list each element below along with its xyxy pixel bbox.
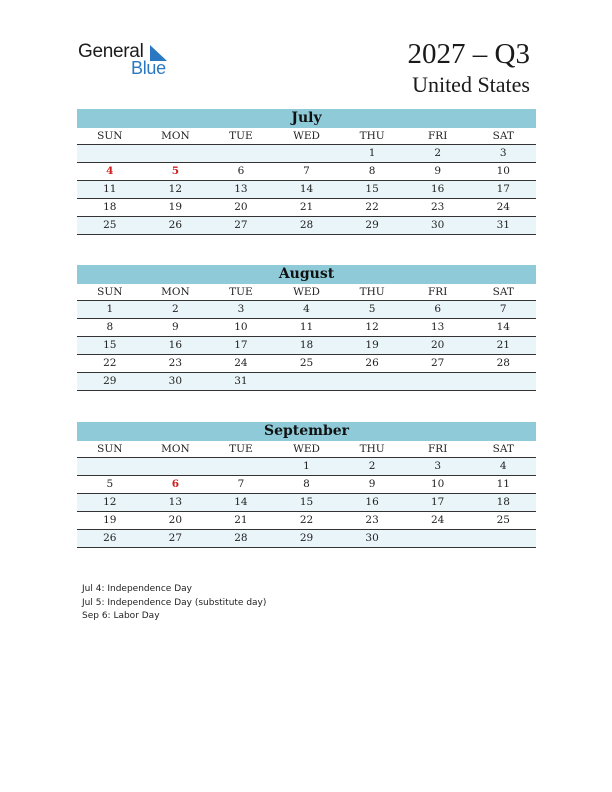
- date-cell: 23: [365, 514, 379, 526]
- weekday-label: FRI: [428, 130, 448, 142]
- date-cell: 18: [299, 339, 314, 351]
- date-cell: 10: [234, 321, 248, 333]
- date-cell: 30: [365, 532, 379, 544]
- date-cell: 13: [234, 183, 248, 195]
- weekday-label: FRI: [428, 443, 448, 455]
- date-cell: 20: [234, 201, 248, 213]
- date-cell: 28: [496, 357, 510, 369]
- date-cell: [77, 458, 143, 475]
- weekday-label: WED: [293, 286, 320, 298]
- date-cell: 19: [103, 514, 117, 526]
- date-cell: 9: [172, 321, 179, 333]
- month-july: [77, 109, 536, 235]
- date-cell: [470, 373, 536, 390]
- date-cell: 23: [168, 357, 183, 369]
- weekday-header-row: [77, 128, 536, 145]
- weekday-label: MON: [161, 443, 190, 455]
- date-cell: [143, 458, 209, 475]
- logo-word-blue: Blue: [131, 58, 166, 78]
- date-cell: [274, 145, 340, 162]
- date-cell: 5: [106, 478, 114, 490]
- date-cell: 12: [168, 183, 183, 195]
- date-cell: 26: [168, 219, 183, 231]
- date-cell: 3: [237, 303, 245, 315]
- date-cell: 6: [237, 165, 245, 177]
- date-cell: 18: [103, 201, 117, 213]
- generalblue-logo: [78, 40, 198, 80]
- date-cell: 13: [168, 496, 183, 508]
- date-cell: 11: [103, 183, 117, 195]
- date-cell: 14: [496, 321, 510, 333]
- weekday-label: WED: [293, 130, 320, 142]
- month-title: July: [77, 109, 536, 128]
- date-cell: [405, 530, 471, 547]
- week-row: [77, 337, 536, 355]
- date-cell: 20: [430, 339, 445, 351]
- date-cell: 21: [234, 514, 248, 526]
- page-title: 2027 – Q3: [407, 38, 530, 70]
- weekday-header-row: [77, 284, 536, 301]
- month-august: [77, 265, 536, 391]
- date-cell: 26: [365, 357, 379, 369]
- date-cell: 15: [365, 183, 379, 195]
- date-cell: 29: [103, 375, 117, 387]
- date-cell: 26: [103, 532, 117, 544]
- weekday-label: SAT: [492, 443, 514, 455]
- week-row: [77, 145, 536, 163]
- date-cell: 20: [168, 514, 183, 526]
- date-cell: 28: [234, 532, 248, 544]
- date-cell: 7: [499, 303, 507, 315]
- date-cell: 19: [365, 339, 379, 351]
- date-cell: 27: [168, 532, 183, 544]
- week-row: [77, 494, 536, 512]
- date-cell: 10: [496, 165, 510, 177]
- date-cell: 8: [368, 165, 376, 177]
- weekday-label: FRI: [428, 286, 448, 298]
- date-cell: 4: [303, 303, 310, 315]
- weekday-label: WED: [293, 443, 320, 455]
- date-cell: 16: [430, 183, 445, 195]
- date-cell: 31: [496, 219, 510, 231]
- holiday-date-cell: 5: [171, 165, 180, 177]
- week-row: [77, 319, 536, 337]
- week-row: [77, 373, 536, 391]
- date-cell: 1: [303, 460, 310, 472]
- weekday-header-row: [77, 441, 536, 458]
- date-cell: 29: [299, 532, 314, 544]
- date-cell: 21: [496, 339, 510, 351]
- weekday-label: THU: [359, 130, 385, 142]
- date-cell: 2: [434, 147, 442, 159]
- logo-word-general: General: [78, 41, 144, 62]
- week-row: [77, 199, 536, 217]
- date-cell: 13: [430, 321, 445, 333]
- date-cell: 14: [299, 183, 314, 195]
- date-cell: 31: [234, 375, 248, 387]
- holiday-date-cell: 4: [106, 165, 114, 177]
- date-cell: 24: [234, 357, 248, 369]
- date-cell: [77, 145, 143, 162]
- holiday-note: Jul 5: Independence Day (substitute day): [82, 597, 267, 608]
- weekday-label: SUN: [97, 443, 123, 455]
- weekday-label: MON: [161, 130, 190, 142]
- weekday-label: SUN: [97, 286, 123, 298]
- week-row: [77, 530, 536, 548]
- holiday-note: Sep 6: Labor Day: [82, 611, 160, 621]
- date-cell: [143, 145, 209, 162]
- date-cell: 7: [303, 165, 310, 177]
- date-cell: 8: [106, 321, 114, 333]
- date-cell: 16: [168, 339, 183, 351]
- date-cell: 15: [299, 496, 314, 508]
- date-cell: 11: [299, 321, 314, 333]
- holiday-date-cell: 6: [171, 478, 180, 490]
- date-cell: 10: [430, 478, 445, 490]
- holiday-notes: [82, 583, 266, 624]
- date-cell: 30: [168, 375, 183, 387]
- week-row: [77, 163, 536, 181]
- date-cell: 22: [365, 201, 379, 213]
- month-september: [77, 422, 536, 548]
- country-subtitle: United States: [412, 72, 530, 97]
- date-cell: 22: [299, 514, 314, 526]
- date-cell: 9: [434, 165, 442, 177]
- date-cell: 6: [434, 303, 442, 315]
- date-cell: 30: [430, 219, 445, 231]
- date-cell: 27: [430, 357, 445, 369]
- date-cell: [208, 458, 274, 475]
- date-cell: 24: [496, 201, 510, 213]
- date-cell: 8: [303, 478, 310, 490]
- date-cell: 27: [234, 219, 248, 231]
- date-cell: 17: [430, 496, 445, 508]
- date-cell: 9: [368, 478, 376, 490]
- date-cell: 2: [172, 303, 179, 315]
- date-cell: [208, 145, 274, 162]
- weekday-label: THU: [359, 286, 385, 298]
- weekday-label: SAT: [492, 130, 514, 142]
- date-cell: [470, 530, 536, 547]
- date-cell: [339, 373, 405, 390]
- date-cell: 1: [106, 303, 114, 315]
- date-cell: [274, 373, 340, 390]
- date-cell: 2: [368, 460, 376, 472]
- date-cell: 24: [430, 514, 445, 526]
- date-cell: 17: [496, 183, 510, 195]
- weekday-label: THU: [359, 443, 385, 455]
- week-row: [77, 458, 536, 476]
- date-cell: 11: [496, 478, 510, 490]
- date-cell: 16: [365, 496, 379, 508]
- date-cell: 5: [368, 303, 376, 315]
- date-cell: 3: [499, 147, 507, 159]
- weekday-label: TUE: [229, 286, 253, 298]
- date-cell: 17: [234, 339, 248, 351]
- holiday-note: Jul 4: Independence Day: [82, 584, 192, 594]
- week-row: [77, 355, 536, 373]
- date-cell: 3: [434, 460, 442, 472]
- date-cell: [405, 373, 471, 390]
- month-title: September: [77, 422, 536, 441]
- week-row: [77, 181, 536, 199]
- date-cell: 25: [496, 514, 510, 526]
- weekday-label: TUE: [229, 443, 253, 455]
- week-row: [77, 476, 536, 494]
- month-title: August: [77, 265, 536, 284]
- date-cell: 7: [237, 478, 245, 490]
- date-cell: 25: [103, 219, 117, 231]
- date-cell: 19: [168, 201, 183, 213]
- date-cell: 14: [234, 496, 248, 508]
- date-cell: 22: [103, 357, 117, 369]
- date-cell: 23: [430, 201, 445, 213]
- date-cell: 25: [299, 357, 314, 369]
- date-cell: 12: [365, 321, 379, 333]
- date-cell: 4: [499, 460, 507, 472]
- weekday-label: TUE: [229, 130, 253, 142]
- date-cell: 12: [103, 496, 117, 508]
- date-cell: 29: [365, 219, 379, 231]
- weekday-label: SAT: [492, 286, 514, 298]
- date-cell: 1: [368, 147, 376, 159]
- date-cell: 18: [496, 496, 510, 508]
- week-row: [77, 217, 536, 235]
- week-row: [77, 301, 536, 319]
- date-cell: 15: [103, 339, 117, 351]
- weekday-label: SUN: [97, 130, 123, 142]
- date-cell: 21: [299, 201, 314, 213]
- date-cell: 28: [299, 219, 314, 231]
- week-row: [77, 512, 536, 530]
- weekday-label: MON: [161, 286, 190, 298]
